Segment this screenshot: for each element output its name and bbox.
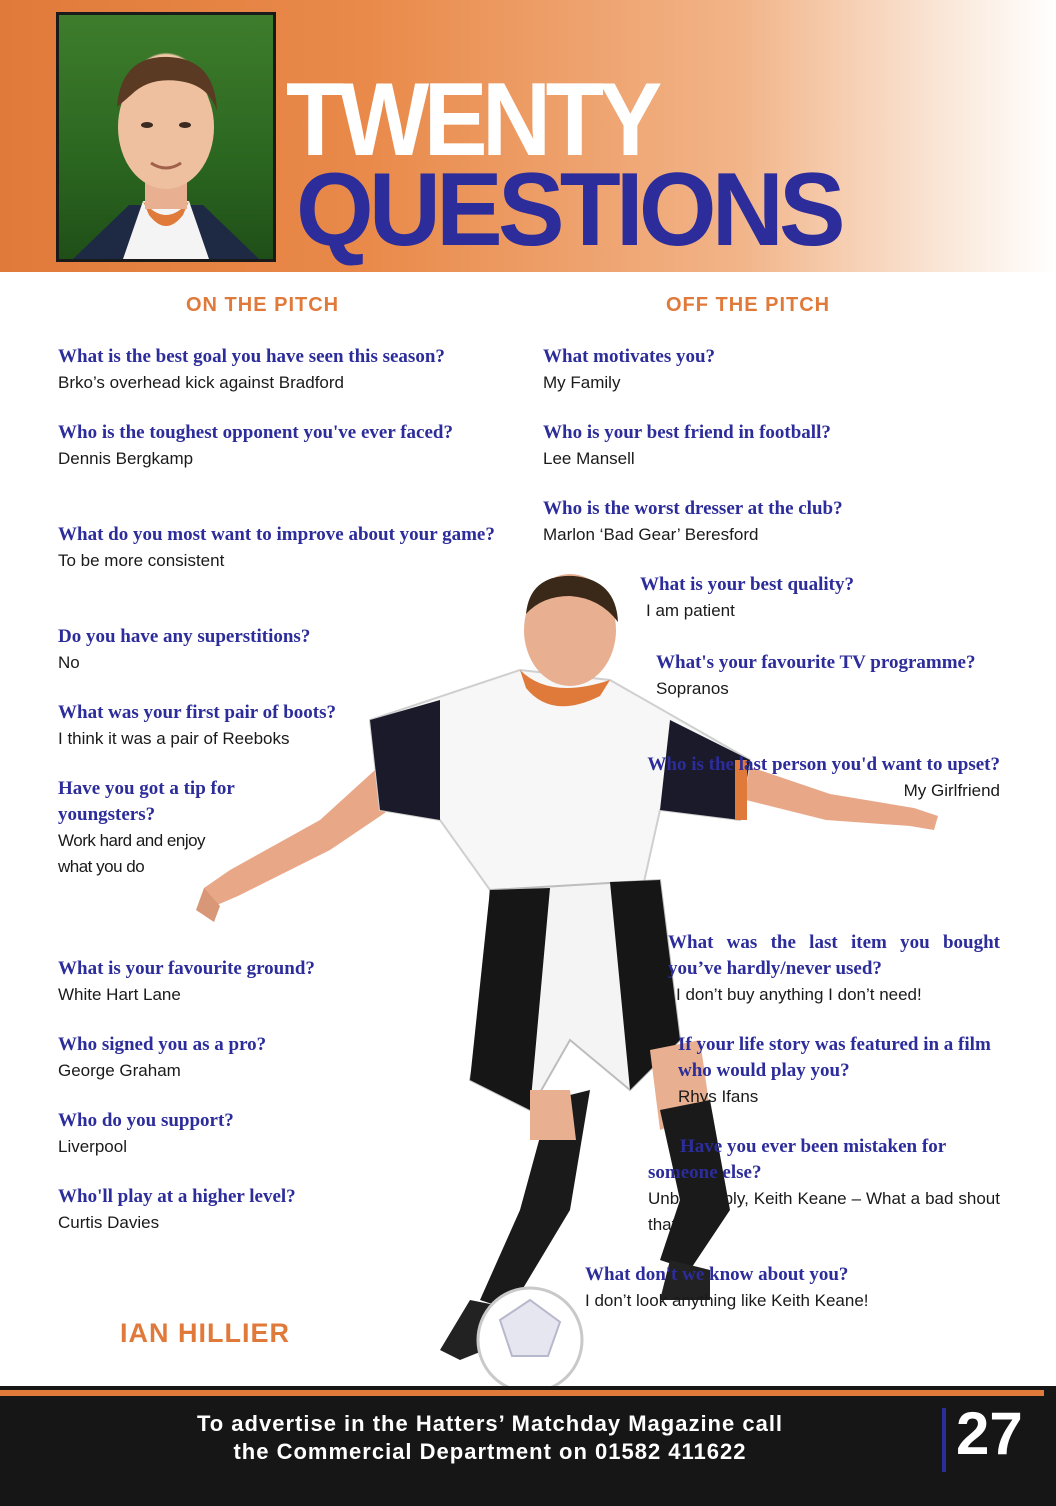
answer: Rhys Ifans <box>678 1087 759 1106</box>
question: If your life story was featured in a film who would play you? <box>678 1034 991 1081</box>
player-name: IAN HILLIER <box>120 1318 290 1348</box>
qa-item <box>630 752 1000 804</box>
off-the-pitch-heading: OFF THE PITCH <box>666 294 831 316</box>
title-line-2: QUESTIONS <box>296 152 841 268</box>
question: Have you ever been mistaken for someone else? <box>648 1136 946 1183</box>
qa-item <box>585 1262 1000 1314</box>
answer: To be more consistent <box>58 551 225 570</box>
footer-line-1: To advertise in the Hatters’ Matchday Magazine call <box>196 1411 784 1436</box>
answer: White Hart Lane <box>58 985 181 1004</box>
answer: Unbelievably, Keith Keane – What a bad shout that was! <box>648 1189 1000 1234</box>
qa-item <box>678 1032 1000 1110</box>
qa-item <box>58 522 518 574</box>
qa-item <box>58 956 518 1008</box>
qa-item <box>58 1032 518 1084</box>
question: Who do you support? <box>58 1110 234 1131</box>
answer: Liverpool <box>58 1137 127 1156</box>
question: What's your favourite TV programme? <box>656 652 976 673</box>
answer: I don’t buy anything I don’t need! <box>676 985 922 1004</box>
qa-item <box>58 1184 518 1236</box>
footer-stripe <box>0 1390 1044 1396</box>
question: What is the best goal you have seen this season? <box>58 346 445 367</box>
qa-item <box>543 496 1003 548</box>
qa-item <box>640 572 1000 624</box>
qa-item <box>668 930 1000 1008</box>
question: Who is the toughest opponent you've ever faced? <box>58 422 453 443</box>
question: Who'll play at a higher level? <box>58 1186 296 1207</box>
question: Do you have any superstitions? <box>58 626 311 647</box>
question: Who is your best friend in football? <box>543 422 831 443</box>
answer: Sopranos <box>656 679 729 698</box>
answer: Work hard and enjoy what you do <box>58 831 206 876</box>
footer-line-2: the Commercial Department on 01582 411622 <box>233 1439 747 1464</box>
answer: No <box>58 653 80 672</box>
qa-item <box>58 420 518 472</box>
question: Who is the worst dresser at the club? <box>543 498 843 519</box>
qa-item <box>58 624 518 676</box>
question: What was the last item you bought you’ve hardly/never used? <box>668 932 1000 979</box>
question: What was your first pair of boots? <box>58 702 336 723</box>
qa-item <box>543 420 1003 472</box>
qa-item <box>543 344 1003 396</box>
page-number: 27 <box>956 1400 1023 1467</box>
answer: I think it was a pair of Reeboks <box>58 729 290 748</box>
player-portrait <box>56 12 276 262</box>
qa-item <box>58 776 298 880</box>
qa-item <box>628 650 1000 702</box>
question: What is your favourite ground? <box>58 958 315 979</box>
answer: Dennis Bergkamp <box>58 449 194 468</box>
answer: Lee Mansell <box>543 449 635 468</box>
answer: Curtis Davies <box>58 1213 160 1232</box>
question: Who signed you as a pro? <box>58 1034 267 1055</box>
question: Have you got a tip for youngsters? <box>58 778 235 825</box>
answer: My Family <box>543 373 621 392</box>
answer: My Girlfriend <box>903 781 1000 800</box>
question: What do you most want to improve about your game? <box>58 524 495 545</box>
question: What don't we know about you? <box>585 1264 849 1285</box>
qa-item <box>58 1108 518 1160</box>
question: What is your best quality? <box>640 574 854 595</box>
footer-divider <box>942 1408 946 1472</box>
footer-advert <box>60 1410 920 1466</box>
answer: I am patient <box>646 601 735 620</box>
answer: Brko’s overhead kick against Bradford <box>58 373 345 392</box>
answer: I don’t look anything like Keith Keane! <box>585 1291 869 1310</box>
title-line-1: TWENTY <box>286 62 657 178</box>
qa-item <box>648 1134 1000 1238</box>
question: What motivates you? <box>543 346 716 367</box>
answer: George Graham <box>58 1061 181 1080</box>
answer: Marlon ‘Bad Gear’ Beresford <box>543 525 759 544</box>
on-the-pitch-heading: ON THE PITCH <box>186 294 340 316</box>
qa-item <box>58 700 518 752</box>
question: Who is the last person you'd want to upset? <box>647 754 1000 775</box>
qa-item <box>58 344 518 396</box>
